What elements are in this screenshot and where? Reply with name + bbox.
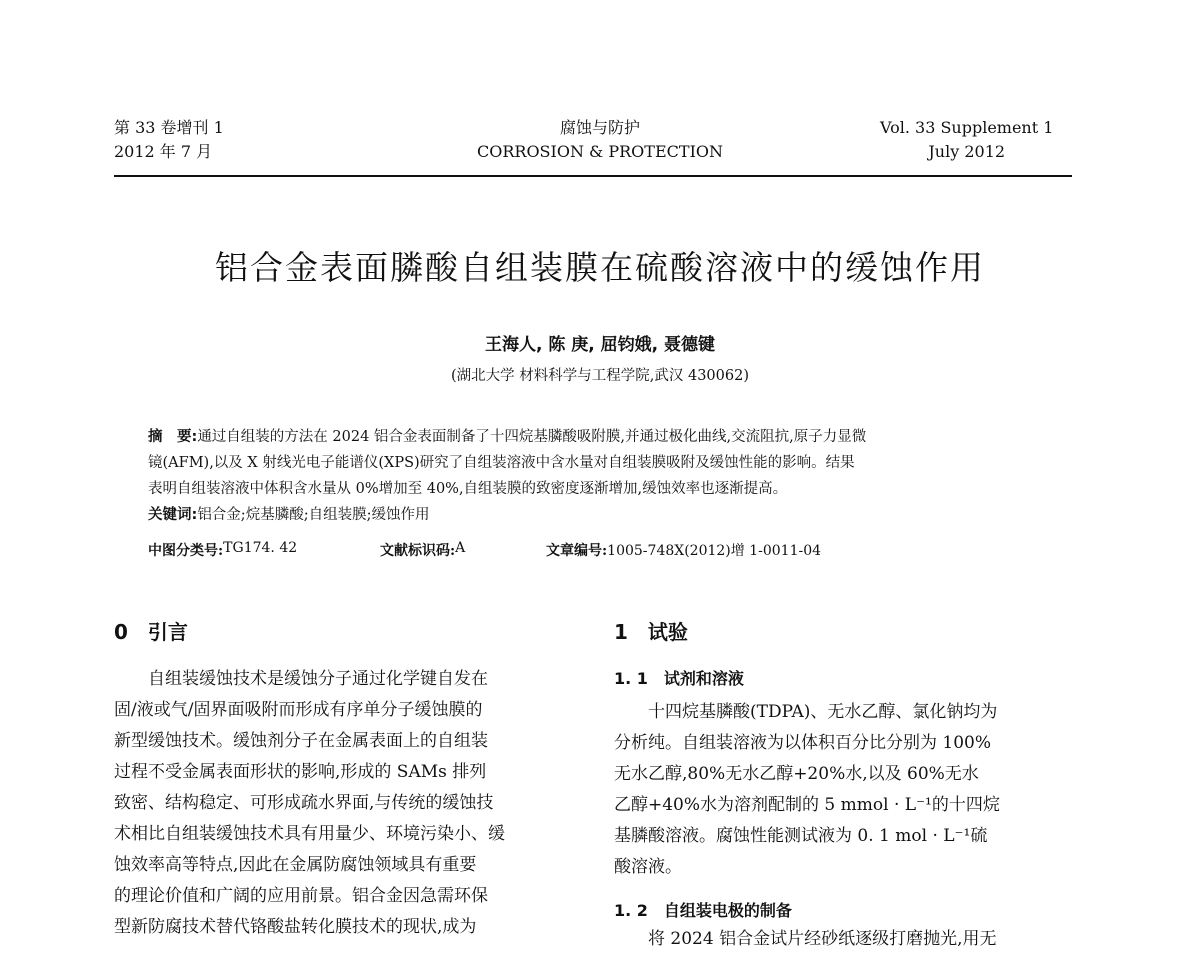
text-line: 无水乙醇,80%无水乙醇+20%水,以及 60%无水 [614,764,979,784]
reagents-body [614,697,1000,883]
keywords [148,502,1048,528]
text-line: 十四烷基膦酸(TDPA)、无水乙醇、氯化钠均为 [614,702,998,722]
abstract-line-3: 表明自组装溶液中体积含水量从 0%增加至 40%,自组装膜的致密度逐渐增加,缓蚀效率也逐渐提高。 [148,481,788,497]
issue-volume: 第 33 卷增刊 1 [114,118,224,137]
doc-code-label: 文献标识码: [380,543,456,559]
article-no-label: 文章编号: [546,543,608,559]
issue-volume-en: Vol. 33 Supplement 1 [880,118,1054,137]
electrode-body [614,924,996,955]
section-heading-experiment: 1 试验 [614,620,688,644]
affiliation: (湖北大学 材料科学与工程学院,武汉 430062) [451,368,749,384]
text-line: 酸溶液。 [614,857,682,877]
header-rule [114,175,1072,177]
abstract-line-1: 通过自组装的方法在 2024 铝合金表面制备了十四烷基膦酸吸附膜,并通过极化曲线,交流阻抗,原子力显微 [197,429,867,445]
abstract-label: 摘 要: [148,429,198,445]
text-line: 术相比自组装缓蚀技术具有用量少、环境污染小、缓 [114,824,505,844]
text-line: 的理论价值和广阔的应用前景。铝合金因急需环保 [114,886,488,906]
journal-name-en: CORROSION & PROTECTION [476,142,723,161]
paper-title: 铝合金表面膦酸自组装膜在硫酸溶液中的缓蚀作用 [215,248,985,287]
issue-date: 2012 年 7 月 [114,142,213,161]
text-line: 基膦酸溶液。腐蚀性能测试液为 0. 1 mol · L⁻¹硫 [614,826,988,846]
text-line: 新型缓蚀技术。缓蚀剂分子在金属表面上的自组装 [114,731,488,751]
issue-date-en: July 2012 [928,142,1006,161]
text-line: 型新防腐技术替代铬酸盐转化膜技术的现状,成为 [114,917,477,937]
journal-name-cn: 腐蚀与防护 [559,118,640,137]
intro-body [114,664,505,943]
doc-code-value: A [455,540,466,556]
clc-label: 中图分类号: [148,543,224,559]
abstract-line-2: 镜(AFM),以及 X 射线光电子能谱仪(XPS)研究了自组装溶液中含水量对自组装膜吸附及缓蚀性能的影响。结果 [148,455,855,471]
text-line: 自组装缓蚀技术是缓蚀分子通过化学键自发在 [114,669,488,689]
text-line: 乙醇+40%水为溶剂配制的 5 mmol · L⁻¹的十四烷 [614,795,1000,815]
text-line: 致密、结构稳定、可形成疏水界面,与传统的缓蚀技 [114,793,494,813]
text-line: 分析纯。自组装溶液为以体积百分比分别为 100% [614,733,992,753]
authors: 王海人, 陈 庚, 屈钧娥, 聂德键 [484,335,716,355]
electrode-line: 将 2024 铝合金试片经砂纸逐级打磨抛光,用无 [614,929,997,949]
article-no-value: 1005-748X(2012)增 1-0011-04 [607,543,822,559]
keywords-label: 关键词: [148,507,198,523]
text-line: 过程不受金属表面形状的影响,形成的 SAMs 排列 [114,762,487,782]
clc-value: TG174. 42 [223,540,298,556]
text-line: 固/液或气/固界面吸附而形成有序单分子缓蚀膜的 [114,700,483,720]
journal-issue-en [880,116,1053,164]
text-line: 蚀效率高等特点,因此在金属防腐蚀领域具有重要 [114,855,477,875]
keywords-text: 铝合金;烷基膦酸;自组装膜;缓蚀作用 [197,507,430,523]
section-heading-intro: 0 引言 [114,620,188,644]
subsection-electrode: 1. 2 自组装电极的制备 [614,901,792,920]
subsection-reagents: 1. 1 试剂和溶液 [614,669,744,688]
abstract [148,424,1048,528]
